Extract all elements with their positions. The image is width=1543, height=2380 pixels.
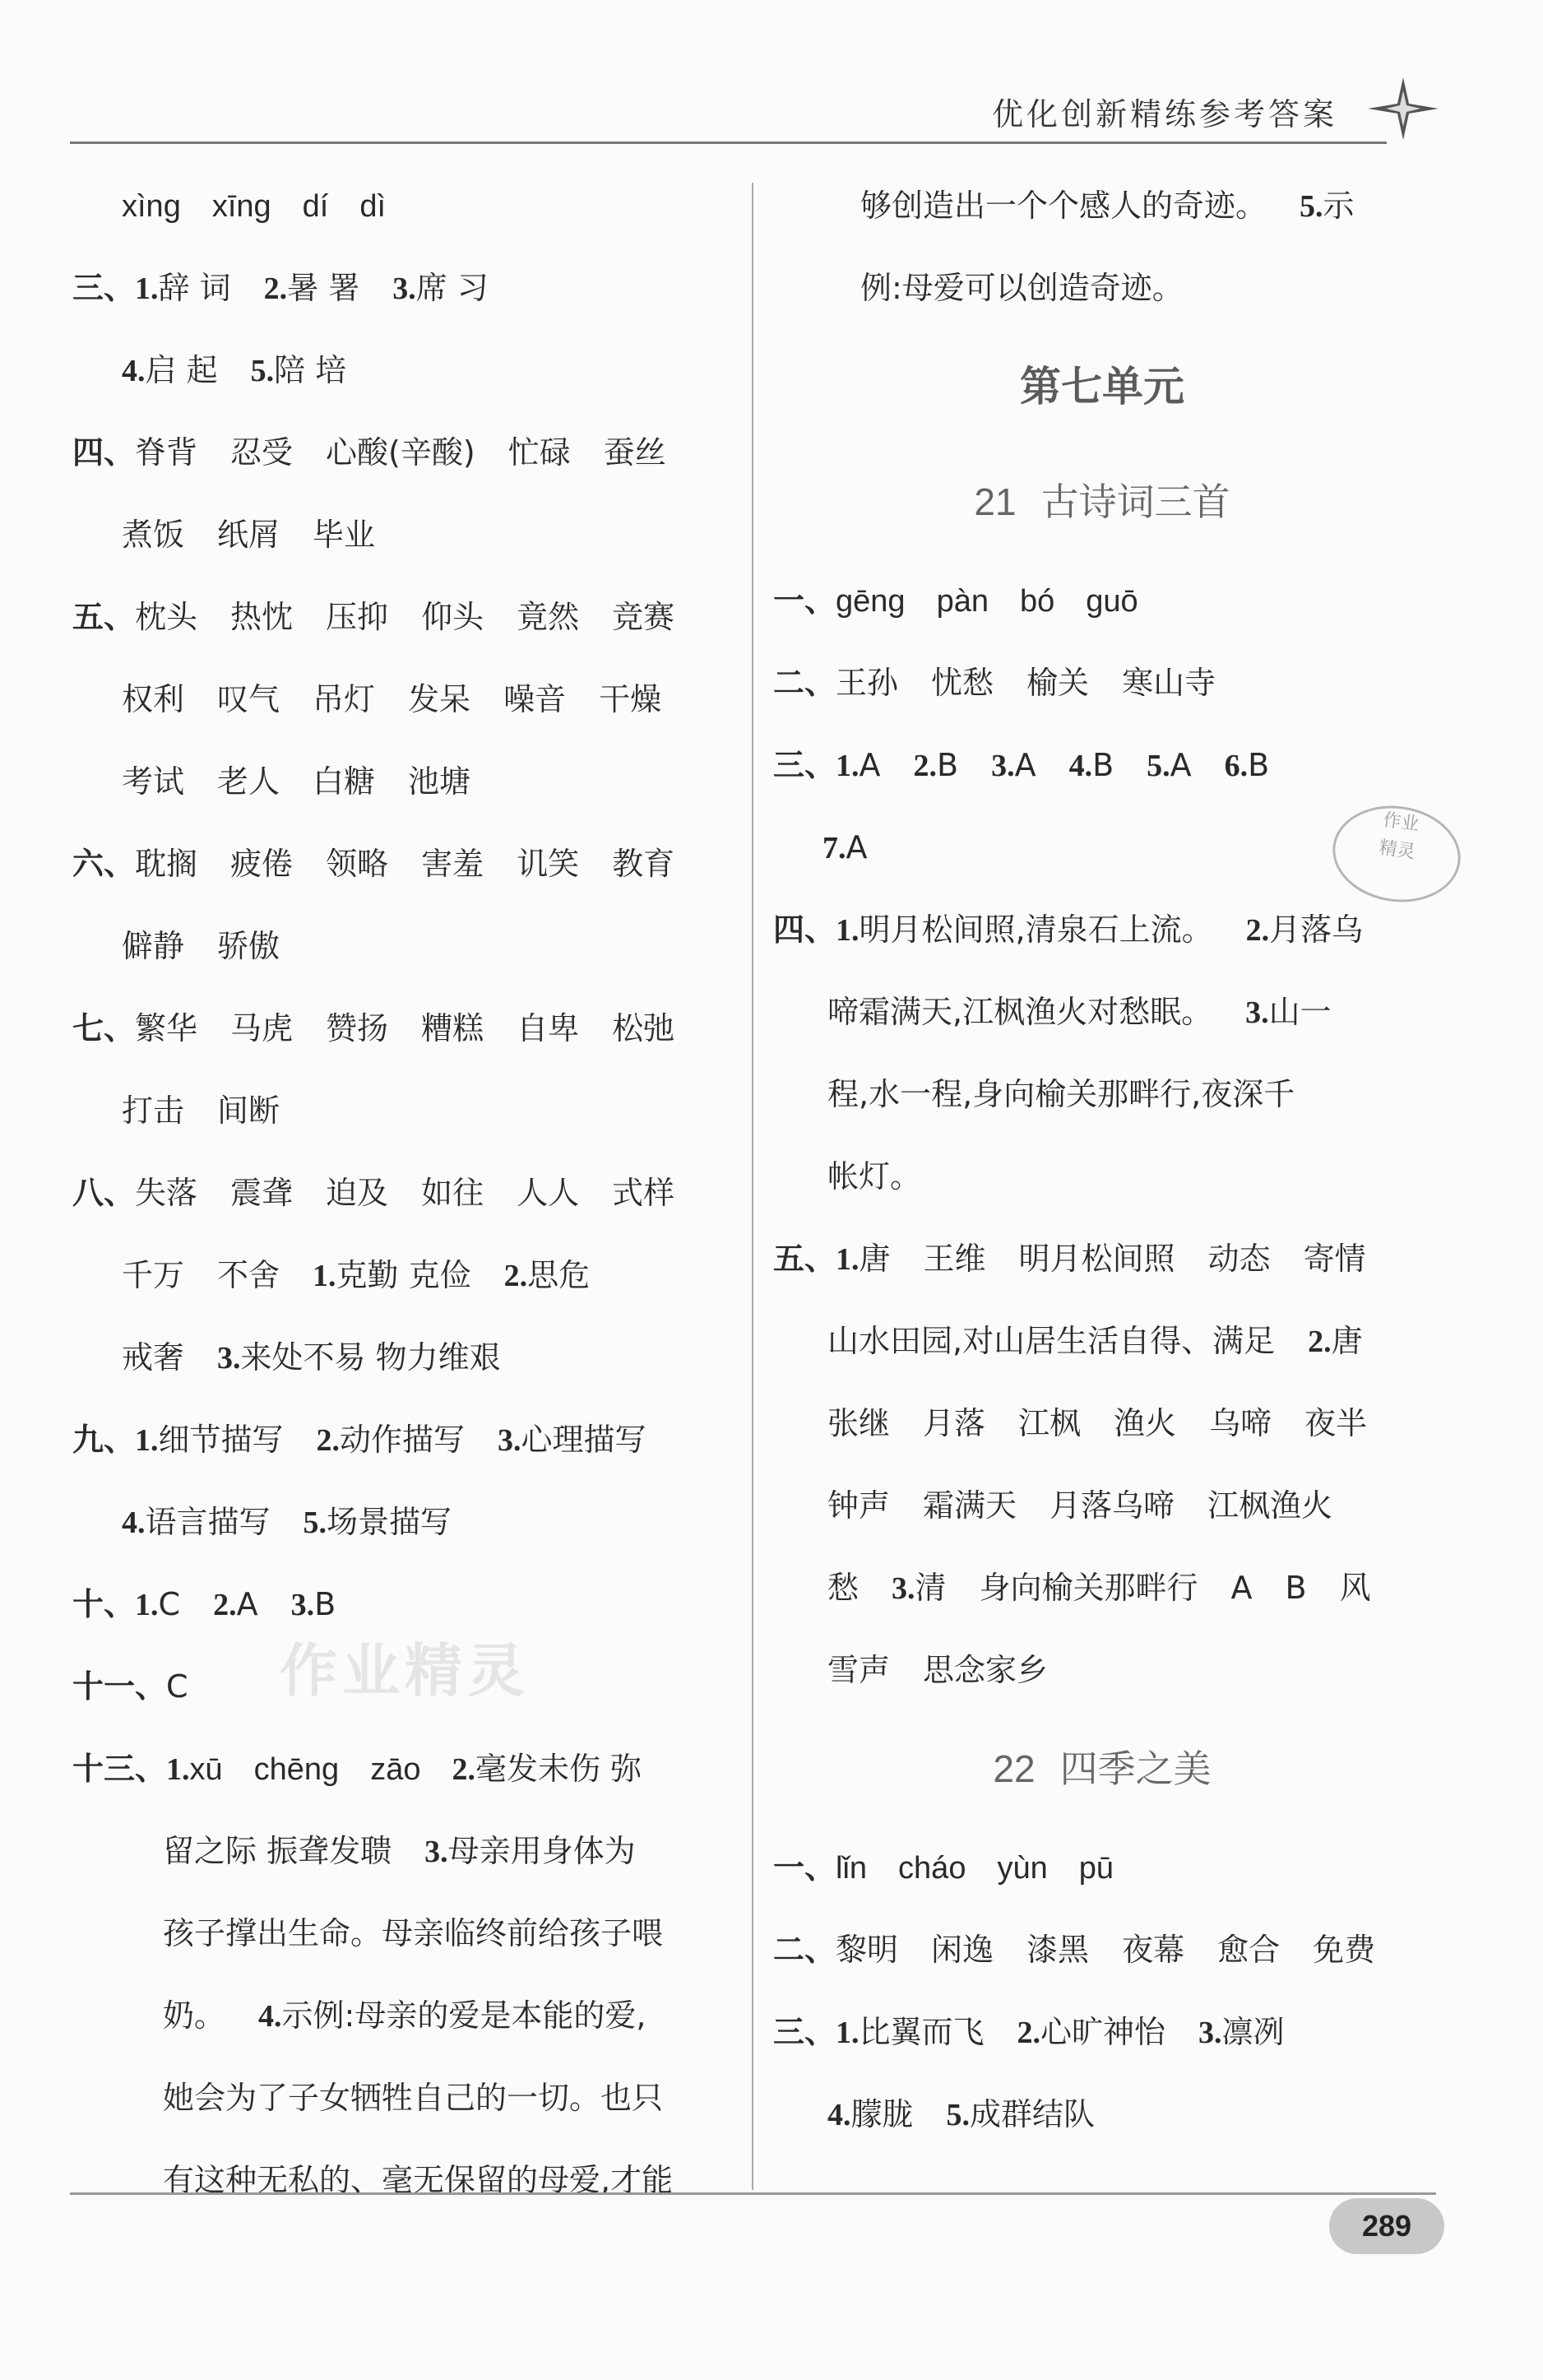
pinyin: xìng (122, 189, 181, 224)
item-number: 1. (836, 2016, 860, 2050)
pinyin: guō (1086, 584, 1138, 619)
answer-line (773, 1382, 1431, 1464)
item-number: 4. (258, 1999, 282, 2034)
pinyin: dì (359, 189, 387, 224)
word: 乌啼 (1209, 1405, 1272, 1441)
item-number: 3. (892, 1571, 915, 1606)
item-number: 2. (1245, 913, 1270, 948)
word: 忙碌 (507, 434, 571, 471)
answer-text: B (937, 747, 959, 783)
item-number: 2. (503, 1259, 528, 1293)
word: 思念家乡 (923, 1652, 1049, 1688)
answer-line (72, 1728, 739, 1810)
answer-text: A (1014, 747, 1036, 783)
section-marker: 九、 (72, 1422, 136, 1458)
word: 繁华 (135, 1010, 198, 1046)
word: 王孙 (836, 665, 899, 701)
word: 松弛 (612, 1010, 675, 1046)
answer-line (773, 1629, 1431, 1711)
word: B (1285, 1570, 1307, 1606)
answer-line (72, 576, 739, 658)
word: 渔火 (1114, 1405, 1177, 1441)
answer-text: C (158, 1586, 181, 1622)
item-number: 4. (827, 2098, 851, 2132)
section-marker: 十一、 (72, 1668, 167, 1705)
word: 不舍 (217, 1257, 280, 1293)
word: 自卑 (517, 1010, 580, 1046)
item-number: 3. (1198, 2016, 1222, 2050)
answer-line (72, 411, 739, 494)
word: 霜满天 (923, 1487, 1017, 1524)
word: 白糖 (313, 763, 376, 800)
answer-line (773, 1218, 1431, 1300)
answer-text: 凛冽 (1221, 2014, 1285, 2050)
answer-text: 山一 (1268, 994, 1332, 1030)
answer-text: 心旷神怡 (1040, 2014, 1166, 2050)
answer-line (773, 724, 1431, 806)
answer-line (773, 1991, 1431, 2073)
word: 明月松间照 (1018, 1241, 1175, 1277)
word: 雪声 (827, 1652, 891, 1688)
lesson-title (773, 444, 1431, 559)
item-number: 3. (424, 1835, 448, 1869)
pinyin: chēng (253, 1752, 340, 1787)
answer-text: 毫发未伤 弥 (475, 1751, 642, 1787)
word: 发呆 (408, 681, 471, 717)
answer-text: B (1248, 747, 1270, 783)
right-column (773, 165, 1431, 2155)
answer-text: 够创造出一个个感人的奇迹。 (860, 188, 1267, 224)
answer-text: 奶。 (163, 1997, 226, 2034)
word: 黎明 (836, 1932, 899, 1968)
section-marker: 一、 (773, 582, 836, 619)
word: 叹气 (217, 681, 280, 717)
item-number: 2. (263, 271, 288, 306)
answer-text: 唐 (1331, 1323, 1363, 1359)
item-number: 1. (166, 1752, 190, 1787)
item-number: 3. (290, 1588, 315, 1622)
word: 夜幕 (1122, 1932, 1185, 1968)
answer-line (72, 247, 739, 329)
word: 考试 (122, 763, 185, 800)
answer-text: 席 习 (415, 270, 489, 306)
answer-line: 她会为了子女牺牲自己的一切。也只 (163, 2080, 664, 2116)
answer-line (72, 823, 739, 905)
word: 枕头 (135, 599, 198, 635)
word: 心酸(辛酸) (326, 434, 475, 471)
answer-text: A (236, 1586, 258, 1622)
word: 月落乌啼 (1050, 1487, 1175, 1524)
word: 唐 (859, 1241, 891, 1277)
word: 榆关 (1026, 665, 1090, 701)
word: 老人 (217, 763, 280, 800)
answer-line (72, 329, 739, 411)
answer-line (773, 971, 1431, 1053)
answer-line (72, 1234, 739, 1316)
pinyin: cháo (898, 1851, 966, 1886)
answer-text: 克勤 克俭 (336, 1257, 471, 1293)
pinyin: bó (1019, 584, 1055, 619)
pinyin: dí (302, 189, 329, 224)
page-number: 289 (1329, 2198, 1444, 2254)
word: 人人 (517, 1175, 580, 1211)
answer-line (72, 1974, 739, 2057)
answer-line: 程,水一程,身向榆关那畔行,夜深千 (827, 1076, 1295, 1112)
section-marker: 四、 (72, 434, 136, 471)
word: 愁 (827, 1570, 860, 1606)
answer-text: 启 起 (145, 352, 218, 388)
pinyin: lǐn (836, 1851, 868, 1886)
answer-line (72, 905, 739, 987)
word: 如往 (421, 1175, 484, 1211)
word: 迫及 (326, 1175, 389, 1211)
section-marker: 三、 (72, 270, 136, 306)
answer-text: 比翼而飞 (859, 2014, 985, 2050)
section-marker: 四、 (773, 912, 836, 948)
answer-text: 陪 培 (274, 352, 347, 388)
answer-line: 帐灯。 (827, 1158, 922, 1195)
left-column (72, 165, 739, 2221)
answer-line (773, 1464, 1431, 1547)
answer-text: C (166, 1668, 188, 1705)
item-number: 3. (217, 1341, 241, 1376)
word: 蚕丝 (603, 434, 666, 471)
section-marker: 十、 (72, 1586, 136, 1622)
word: 失落 (135, 1175, 198, 1211)
answer-text: 场景描写 (327, 1504, 452, 1540)
section-marker: 三、 (773, 747, 836, 783)
answer-text: 山水田园,对山居生活自得、满足 (827, 1323, 1276, 1359)
item-number: 5. (1147, 749, 1170, 783)
word: 讥笑 (517, 846, 580, 882)
item-number: 2. (213, 1588, 237, 1622)
word: 仰头 (421, 599, 484, 635)
answer-line (773, 165, 1431, 247)
word: 疲倦 (230, 846, 294, 882)
answer-line (72, 1810, 739, 1892)
item-number: 3. (498, 1423, 521, 1458)
answer-line (773, 1909, 1431, 1991)
item-number: 5. (946, 2098, 971, 2132)
header-rule (70, 142, 1387, 144)
word: 夜半 (1304, 1405, 1368, 1441)
answer-line (72, 1481, 739, 1563)
word: 漆黑 (1026, 1932, 1090, 1968)
answer-line (773, 888, 1431, 971)
item-number: 1. (836, 913, 860, 948)
answer-text: 辞 词 (158, 270, 231, 306)
lesson-number: 22 (993, 1747, 1036, 1790)
word: 江枫渔火 (1207, 1487, 1333, 1524)
item-number: 2. (316, 1423, 341, 1458)
item-number: 5. (303, 1505, 327, 1540)
answer-text: 示 (1323, 188, 1355, 224)
answer-text: 啼霜满天,江枫渔火对愁眠。 (827, 994, 1213, 1030)
lesson-name: 四季之美 (1059, 1747, 1212, 1791)
unit-title: 第七单元 (1020, 363, 1184, 411)
item-number: 1. (135, 1588, 159, 1622)
stamp-line: 作业 (1381, 810, 1420, 836)
answer-text: A (859, 747, 881, 783)
word: 王维 (923, 1241, 986, 1277)
item-number: 1. (836, 749, 860, 783)
lesson-number: 21 (974, 480, 1017, 523)
answer-line (72, 1399, 739, 1481)
answer-line (773, 642, 1431, 724)
word: 领略 (326, 846, 389, 882)
answer-line: 例:母爱可以创造奇迹。 (860, 270, 1184, 306)
header-title: 优化创新精练参考答案 (991, 96, 1337, 132)
answer-text: 示例:母亲的爱是本能的爱, (281, 1997, 646, 2034)
word: 江枫 (1018, 1405, 1082, 1441)
item-number: 2. (452, 1752, 475, 1787)
item-number: 4. (1068, 749, 1093, 783)
word: 免费 (1313, 1932, 1376, 1968)
item-number: 4. (122, 1505, 146, 1540)
item-number: 1. (135, 1423, 159, 1458)
answer-text: 母亲用身体为 (447, 1833, 636, 1869)
pinyin: pū (1078, 1851, 1114, 1886)
section-marker: 七、 (72, 1010, 136, 1046)
word: 噪音 (503, 681, 567, 717)
section-marker: 六、 (72, 846, 136, 882)
word: 骄傲 (217, 928, 280, 964)
word: 僻静 (122, 928, 185, 964)
word: 害羞 (421, 846, 484, 882)
word: 动态 (1207, 1241, 1271, 1277)
word: 竟然 (517, 599, 580, 635)
answer-text: 来处不易 物力维艰 (240, 1339, 501, 1376)
word: 毕业 (313, 517, 376, 553)
word: 压抑 (326, 599, 389, 635)
item-number: 3. (392, 271, 416, 306)
answer-line (773, 1826, 1431, 1909)
word: 糟糕 (421, 1010, 484, 1046)
word: 吊灯 (313, 681, 376, 717)
answer-line (72, 658, 739, 740)
column-divider (752, 183, 753, 2190)
answer-line (72, 987, 739, 1069)
answer-line (72, 1069, 739, 1152)
answer-line (72, 1152, 739, 1234)
item-number: 2. (1017, 2016, 1041, 2050)
answer-line (773, 559, 1431, 642)
answer-text: B (314, 1586, 336, 1622)
word: 寄情 (1303, 1241, 1366, 1277)
pinyin: xīng (211, 189, 271, 224)
answer-text: 心理描写 (521, 1422, 646, 1458)
item-number: 6. (1224, 749, 1249, 783)
word: 脊背 (135, 434, 198, 471)
answer-line (72, 740, 739, 823)
item-number: 5. (250, 354, 275, 388)
section-marker: 三、 (773, 2014, 836, 2050)
word: 忍受 (230, 434, 294, 471)
word: 耽搁 (135, 846, 198, 882)
answer-text: 明月松间照,清泉石上流。 (859, 912, 1213, 948)
word: 间断 (217, 1093, 280, 1129)
pinyin: yùn (997, 1851, 1048, 1886)
section-marker: 五、 (72, 599, 136, 635)
word: 闲逸 (931, 1932, 994, 1968)
item-number: 2. (913, 749, 938, 783)
item-number: 1. (313, 1259, 336, 1293)
word: 式样 (612, 1175, 675, 1211)
answer-text: 成群结队 (970, 2096, 1096, 2132)
answer-text: 细节描写 (158, 1422, 284, 1458)
item-number: 7. (822, 831, 846, 865)
answer-text: A (846, 829, 868, 865)
item-number: 3. (1245, 995, 1269, 1030)
word: 竞赛 (612, 599, 675, 635)
word: 钟声 (827, 1487, 891, 1524)
word: 赞扬 (326, 1010, 389, 1046)
section-marker: 十三、 (72, 1751, 167, 1787)
pinyin: zāo (370, 1752, 421, 1787)
section-marker: 五、 (773, 1241, 836, 1277)
watermark: 作业精灵 (280, 1637, 530, 1705)
lesson-name: 古诗词三首 (1040, 480, 1230, 524)
word: 戒奢 (122, 1339, 185, 1376)
word: 干燥 (599, 681, 662, 717)
pinyin: pàn (936, 584, 989, 619)
word: 池塘 (408, 763, 471, 800)
word: 纸屑 (217, 517, 280, 553)
word: 风 (1339, 1570, 1371, 1606)
item-number: 4. (122, 354, 146, 388)
answer-line (72, 165, 739, 247)
footer-rule (70, 2192, 1436, 2195)
pinyin: gēng (836, 584, 906, 619)
item-number: 1. (836, 1242, 860, 1277)
lesson-title (773, 1711, 1431, 1826)
word: 热忱 (230, 599, 294, 635)
pinyin: xū (189, 1752, 223, 1787)
item-number: 3. (991, 749, 1015, 783)
section-marker: 二、 (773, 1932, 836, 1968)
word: 愈合 (1217, 1932, 1281, 1968)
word: 忧愁 (931, 665, 994, 701)
answer-line (773, 2073, 1431, 2155)
section-marker: 二、 (773, 665, 836, 701)
item-number: 1. (135, 271, 159, 306)
answer-text: 月落乌 (1269, 912, 1364, 948)
answer-text: 留之际 振聋发聩 (163, 1833, 392, 1869)
word: 权利 (122, 681, 185, 717)
section-marker: 一、 (773, 1849, 836, 1886)
word: 身向榆关那畔行 (979, 1570, 1198, 1606)
answer-text: 动作描写 (340, 1422, 466, 1458)
answer-line (72, 1316, 739, 1399)
word: 震聋 (230, 1175, 294, 1211)
answer-line: 有这种无私的、毫无保留的母爱,才能 (163, 2162, 674, 2198)
answer-text: 暑 署 (287, 270, 360, 306)
word: 月落 (923, 1405, 986, 1441)
item-number: 2. (1308, 1325, 1332, 1359)
word: 教育 (612, 846, 675, 882)
answer-text: 语言描写 (145, 1504, 271, 1540)
word: 清 (915, 1570, 947, 1606)
answer-text: B (1092, 747, 1114, 783)
word: 寒山寺 (1122, 665, 1216, 701)
section-marker: 八、 (72, 1175, 136, 1211)
item-number: 5. (1300, 189, 1323, 224)
answer-text: A (1170, 747, 1192, 783)
word: 千万 (122, 1257, 185, 1293)
answer-line: 孩子撑出生命。母亲临终前给孩子喂 (163, 1915, 664, 1951)
word: 张继 (827, 1405, 891, 1441)
answer-text: 思危 (527, 1257, 591, 1293)
word: 打击 (122, 1093, 185, 1129)
answer-text: 朦胧 (850, 2096, 914, 2132)
answer-line (72, 494, 739, 576)
stamp-line: 精灵 (1378, 837, 1417, 863)
word: 煮饭 (122, 517, 185, 553)
star-logo-icon (1366, 76, 1440, 142)
answer-line (773, 1547, 1431, 1629)
word: A (1230, 1570, 1253, 1606)
answer-line (773, 1300, 1431, 1382)
word: 马虎 (230, 1010, 294, 1046)
